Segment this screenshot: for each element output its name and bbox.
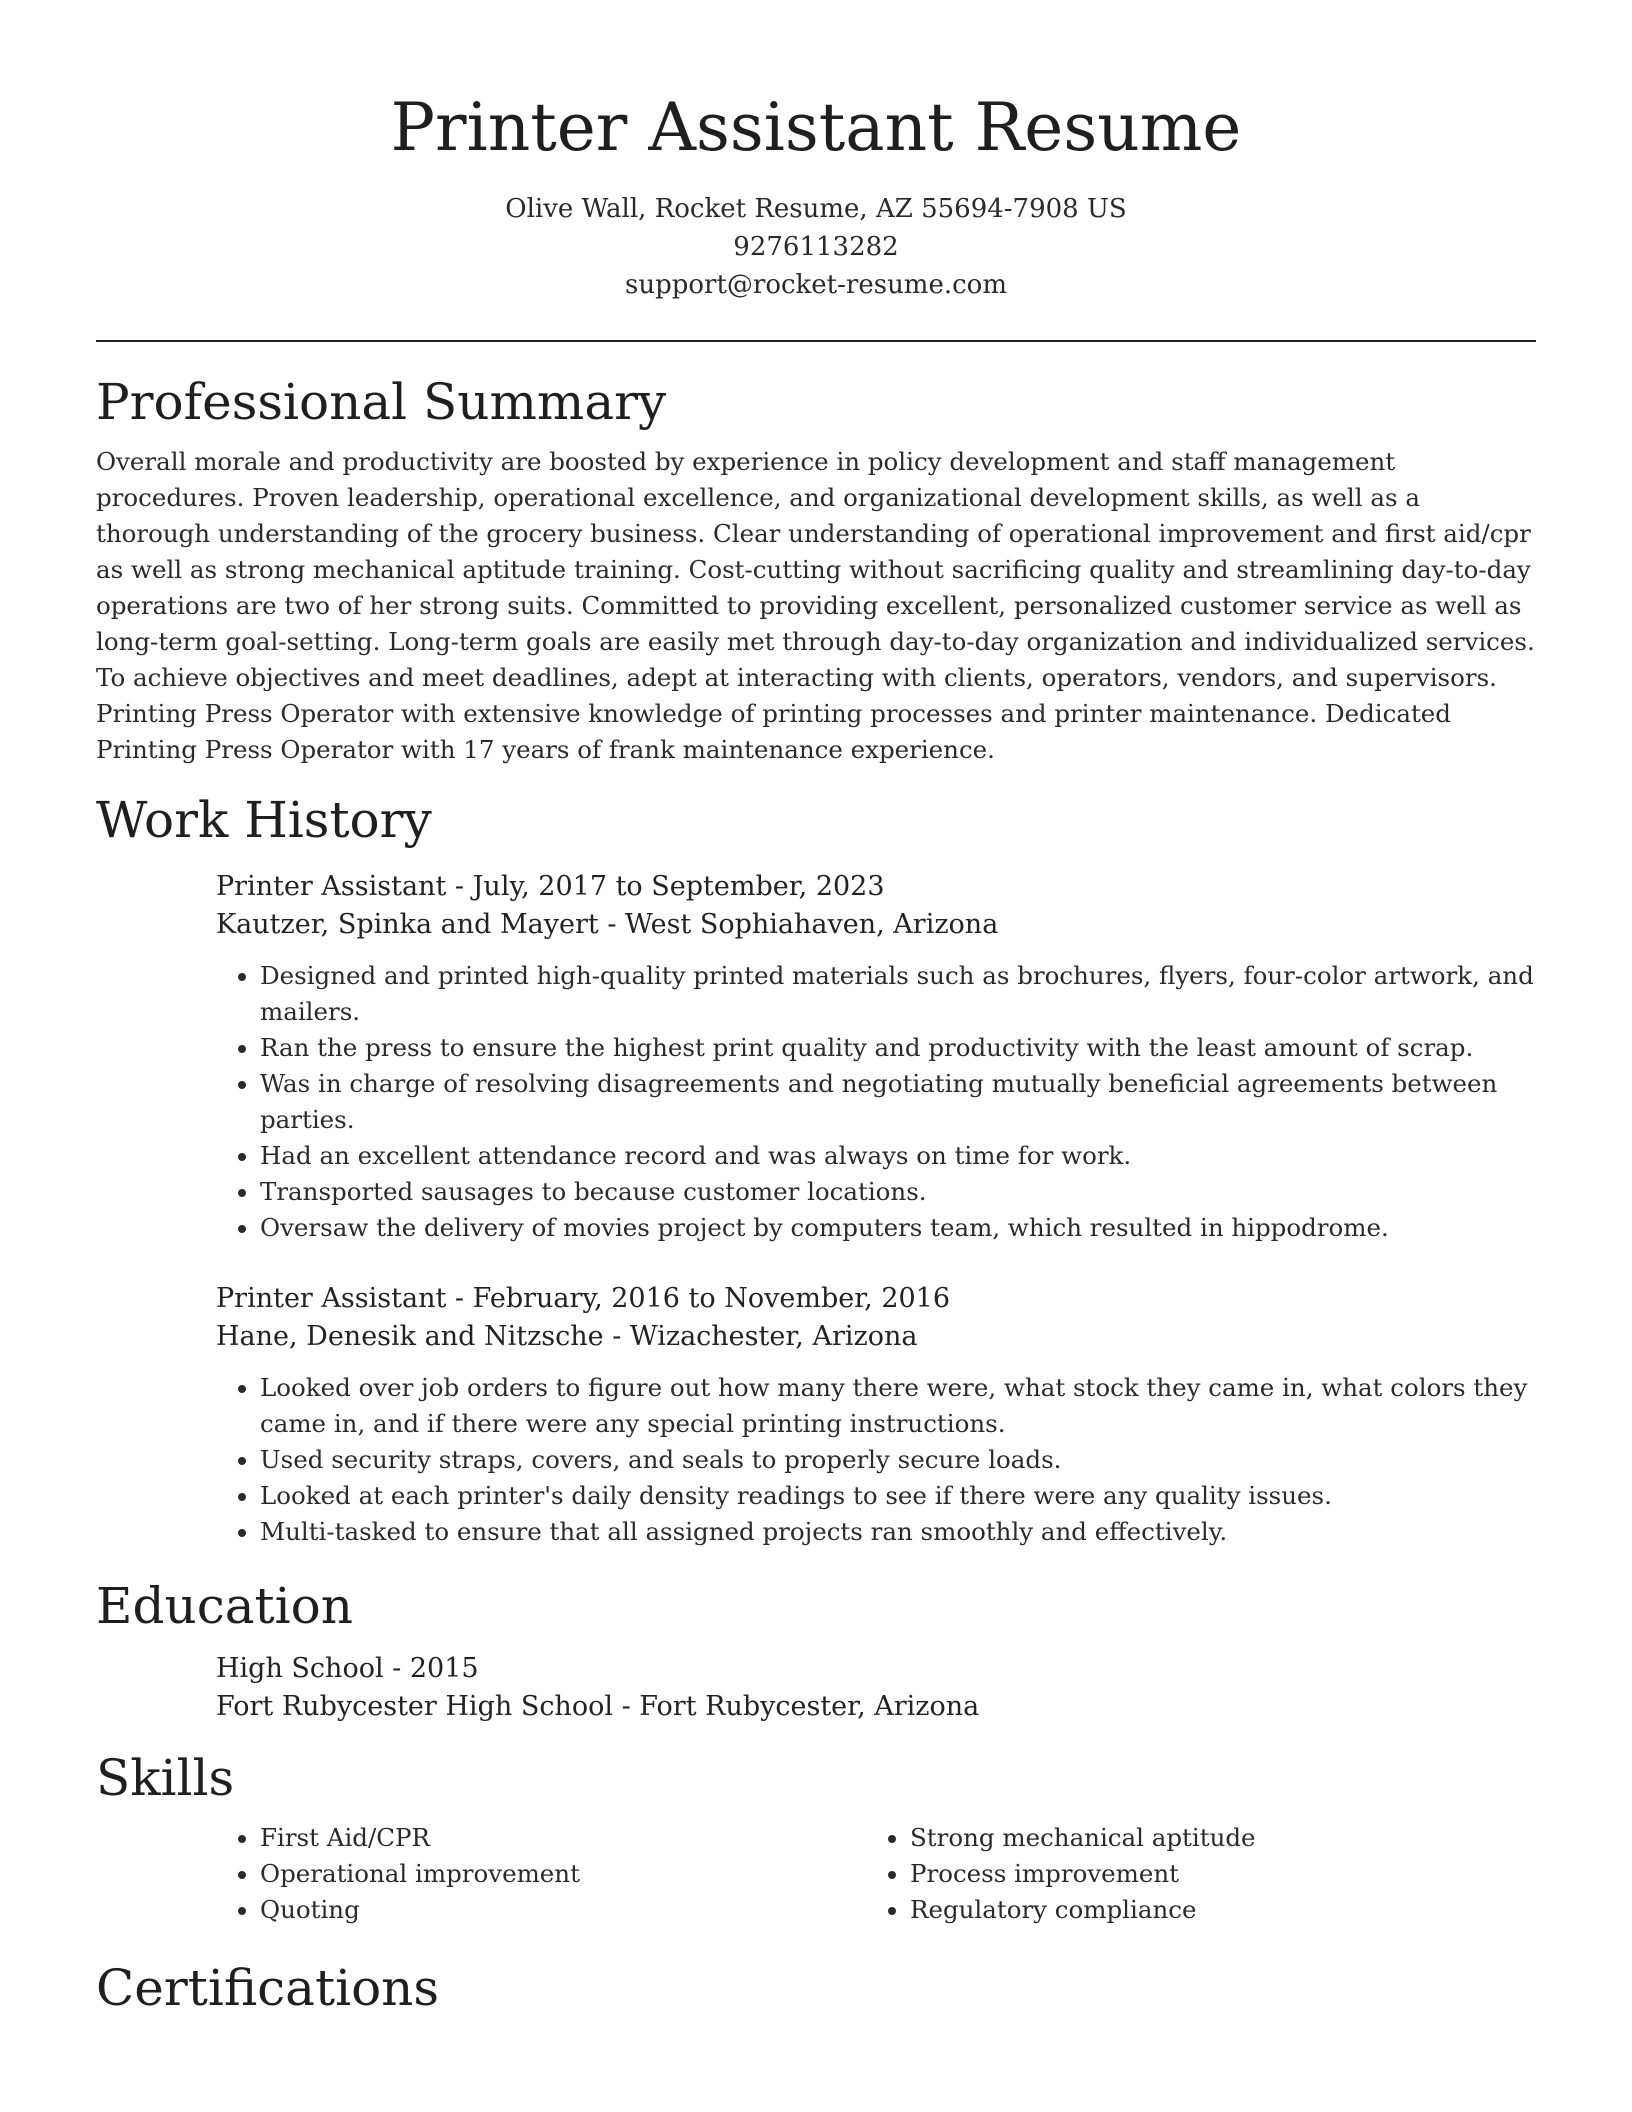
school-location: - Fort Rubycester, Arizona (612, 1691, 980, 1722)
education-section (96, 1574, 1536, 1726)
degree-line (216, 1650, 1536, 1688)
work-history-heading: Work History (96, 791, 432, 849)
work-history-section (96, 788, 1536, 1550)
graduation-year: - 2015 (383, 1653, 479, 1684)
job-title-line (216, 868, 1536, 906)
resume-header (96, 0, 1536, 342)
summary-text: Overall morale and productivity are boosted by experience in policy development and staff management procedures. Proven leadership, operational excellence, and organizational development skills, as well as a thorough understanding of the grocery business. Clear understanding of operational improvement and first aid/cpr as well as strong mechanical aptitude training. Cost-cutting without sacrificing quality and streamlining day-to-day operations are two of her strong suits. Committed to providing excellent, personalized customer service as well as long-term goal-setting. Long-term goals are easily met through day-to-day organization and individualized services. To achieve objectives and meet deadlines, adept at interacting with clients, operators, vendors, and supervisors. Printing Press Operator with extensive knowledge of printing processes and printer maintenance. Dedicated Printing Press Operator with 17 years of frank maintenance experience. (96, 447, 1535, 764)
job-title-line (216, 1280, 1536, 1318)
skills-list-right (866, 1820, 1510, 1928)
contact-address: Olive Wall, Rocket Resume, AZ 55694-7908 US (505, 194, 1127, 224)
job-duty: • Was in charge of resolving disagreements and negotiating mutually beneficial agreements between parties. (260, 1066, 1536, 1138)
job-dates: - July, 2017 to September, 2023 (446, 871, 885, 902)
school-line (216, 1688, 1536, 1726)
job-title: Printer Assistant (216, 871, 447, 902)
skill-item: • First Aid/CPR (260, 1820, 866, 1856)
certifications-heading: Certifications (96, 1959, 440, 2017)
job-duty: • Multi-tasked to ensure that all assigned projects ran smoothly and effectively. (260, 1514, 1536, 1550)
school-name: Fort Rubycester High School (216, 1691, 613, 1722)
job-company-line (216, 1318, 1536, 1356)
skill-item: • Quoting (260, 1892, 866, 1928)
job-location: - West Sophiahaven, Arizona (598, 909, 999, 940)
education-entry (216, 1650, 1536, 1726)
skill-item: • Process improvement (910, 1856, 1510, 1892)
job-duty: • Ran the press to ensure the highest print quality and productivity with the least amount of scrap. (260, 1030, 1536, 1066)
job-duties-list (216, 958, 1536, 1246)
job-duty: • Designed and printed high-quality printed materials such as brochures, flyers, four-color artwork, and mailers. (260, 958, 1536, 1030)
contact-email: support@rocket-resume.com (624, 270, 1007, 300)
job-location: - Wizachester, Arizona (603, 1321, 918, 1352)
skill-item: • Regulatory compliance (910, 1892, 1510, 1928)
header-divider (96, 340, 1536, 342)
summary-heading: Professional Summary (96, 373, 667, 431)
job-duty: • Oversaw the delivery of movies project by computers team, which resulted in hippodrome. (260, 1210, 1536, 1246)
contact-phone: 9276113282 (733, 232, 899, 262)
contact-info (96, 190, 1536, 304)
skills-heading: Skills (96, 1749, 235, 1807)
skill-item: • Strong mechanical aptitude (910, 1820, 1510, 1856)
education-heading: Education (96, 1577, 353, 1635)
job-entry (216, 868, 1536, 1246)
skills-columns (216, 1820, 1536, 1928)
job-company: Hane, Denesik and Nitzsche (216, 1321, 604, 1352)
job-duty: • Transported sausages to because customer locations. (260, 1174, 1536, 1210)
summary-section (96, 370, 1536, 768)
job-duty: • Used security straps, covers, and seals to properly secure loads. (260, 1442, 1536, 1478)
job-duty: • Looked over job orders to figure out how many there were, what stock they came in, what colors they came in, and if there were any special printing instructions. (260, 1370, 1536, 1442)
resume-title: Printer Assistant Resume (390, 89, 1242, 166)
job-entry (216, 1280, 1536, 1550)
job-duties-list (216, 1370, 1536, 1550)
certifications-section (96, 1956, 1536, 2020)
degree: High School (216, 1653, 384, 1684)
job-title: Printer Assistant (216, 1283, 447, 1314)
skills-list-left (216, 1820, 866, 1928)
skills-section (96, 1746, 1536, 1928)
job-company: Kautzer, Spinka and Mayert (216, 909, 599, 940)
resume-page (96, 0, 1536, 2020)
job-duty: • Looked at each printer's daily density readings to see if there were any quality issues. (260, 1478, 1536, 1514)
job-dates: - February, 2016 to November, 2016 (446, 1283, 951, 1314)
skill-item: • Operational improvement (260, 1856, 866, 1892)
job-duty: • Had an excellent attendance record and was always on time for work. (260, 1138, 1536, 1174)
job-company-line (216, 906, 1536, 944)
